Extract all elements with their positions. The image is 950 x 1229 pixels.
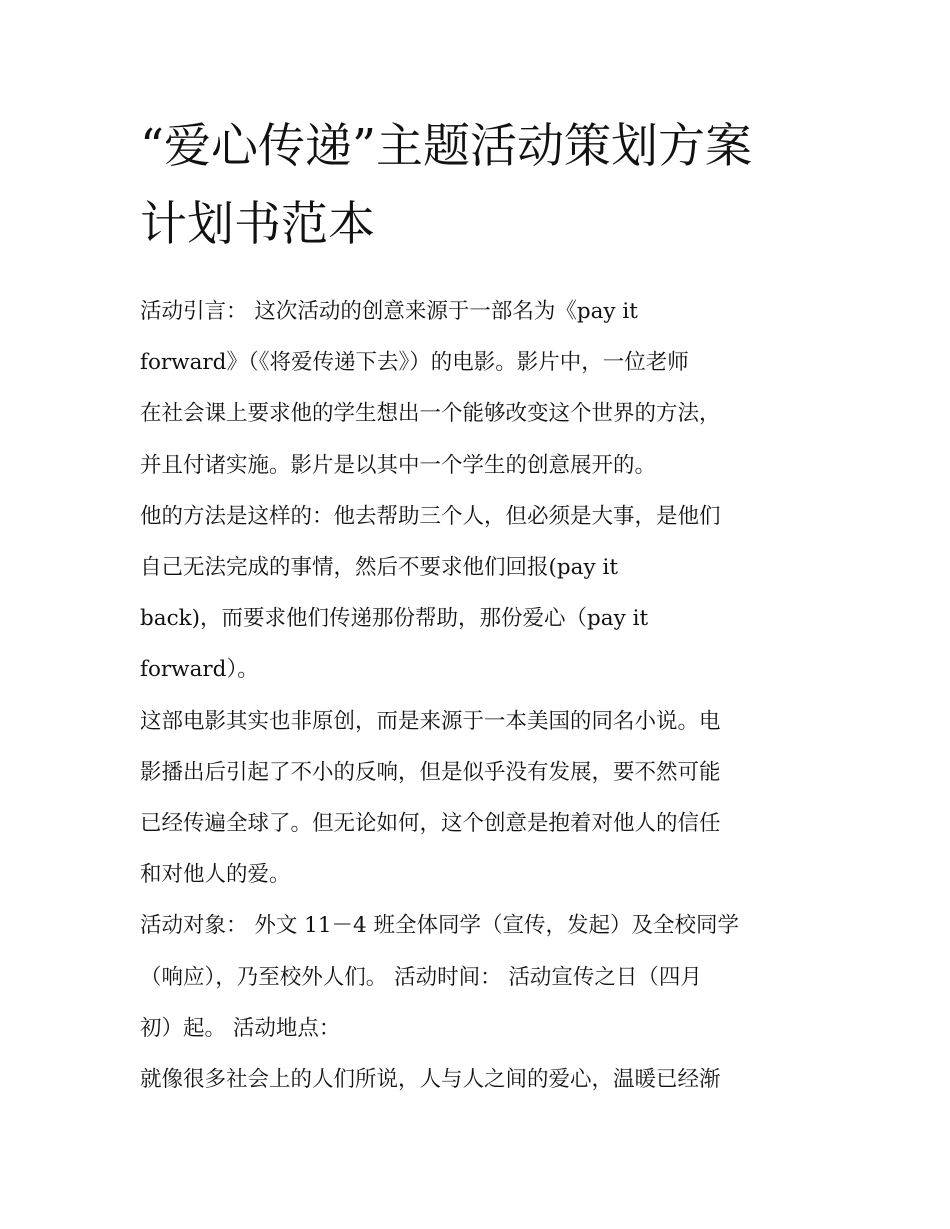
text-line: 初）起。 活动地点：: [140, 1015, 341, 1041]
text-line: 活动引言： 这次活动的创意来源于一部名为《pay it: [140, 299, 638, 324]
text-line: back)，而要求他们传递那份帮助，那份爱心（pay it: [140, 606, 649, 632]
text-line: 自己无法完成的事情，然后不要求他们回报(pay it: [140, 555, 618, 581]
text-line: 影播出后引起了不小的反响，但是似乎没有发展，要不然可能: [140, 759, 721, 785]
document-title: [140, 108, 820, 264]
text-line: 这部电影其实也非原创，而是来源于一本美国的同名小说。电: [140, 708, 721, 734]
paragraph: [140, 491, 820, 696]
paragraph: [140, 900, 820, 1054]
document-body: [140, 286, 820, 1105]
paragraph: [140, 286, 820, 491]
text-line: 就像很多社会上的人们所说，人与人之间的爱心，温暖已经渐: [140, 1067, 721, 1093]
text-line: 活动对象： 外文 11－4 班全体同学（宣传，发起）及全校同学: [140, 913, 740, 939]
text-line: （响应），乃至校外人们。 活动时间： 活动宣传之日（四月: [140, 964, 702, 990]
text-line: forward）。: [140, 657, 259, 683]
text-line: 和对他人的爱。: [140, 862, 291, 888]
text-line: forward》（《将爱传递下去》）的电影。影片中，一位老师: [140, 350, 689, 376]
text-line: 已经传遍全球了。但无论如何，这个创意是抱着对他人的信任: [140, 811, 721, 837]
title-line-1: “爱心传递”主题活动策划方案: [140, 119, 753, 174]
text-line: 他的方法是这样的：他去帮助三个人，但必须是大事，是他们: [140, 503, 721, 529]
document-page: [140, 108, 820, 1105]
title-line-2: 计划书范本: [140, 197, 375, 252]
text-line: 并且付诸实施。影片是以其中一个学生的创意展开的。: [140, 452, 657, 478]
text-line: 在社会课上要求他的学生想出一个能够改变这个世界的方法，: [140, 401, 721, 427]
paragraph: [140, 1054, 820, 1105]
paragraph: [140, 696, 820, 901]
